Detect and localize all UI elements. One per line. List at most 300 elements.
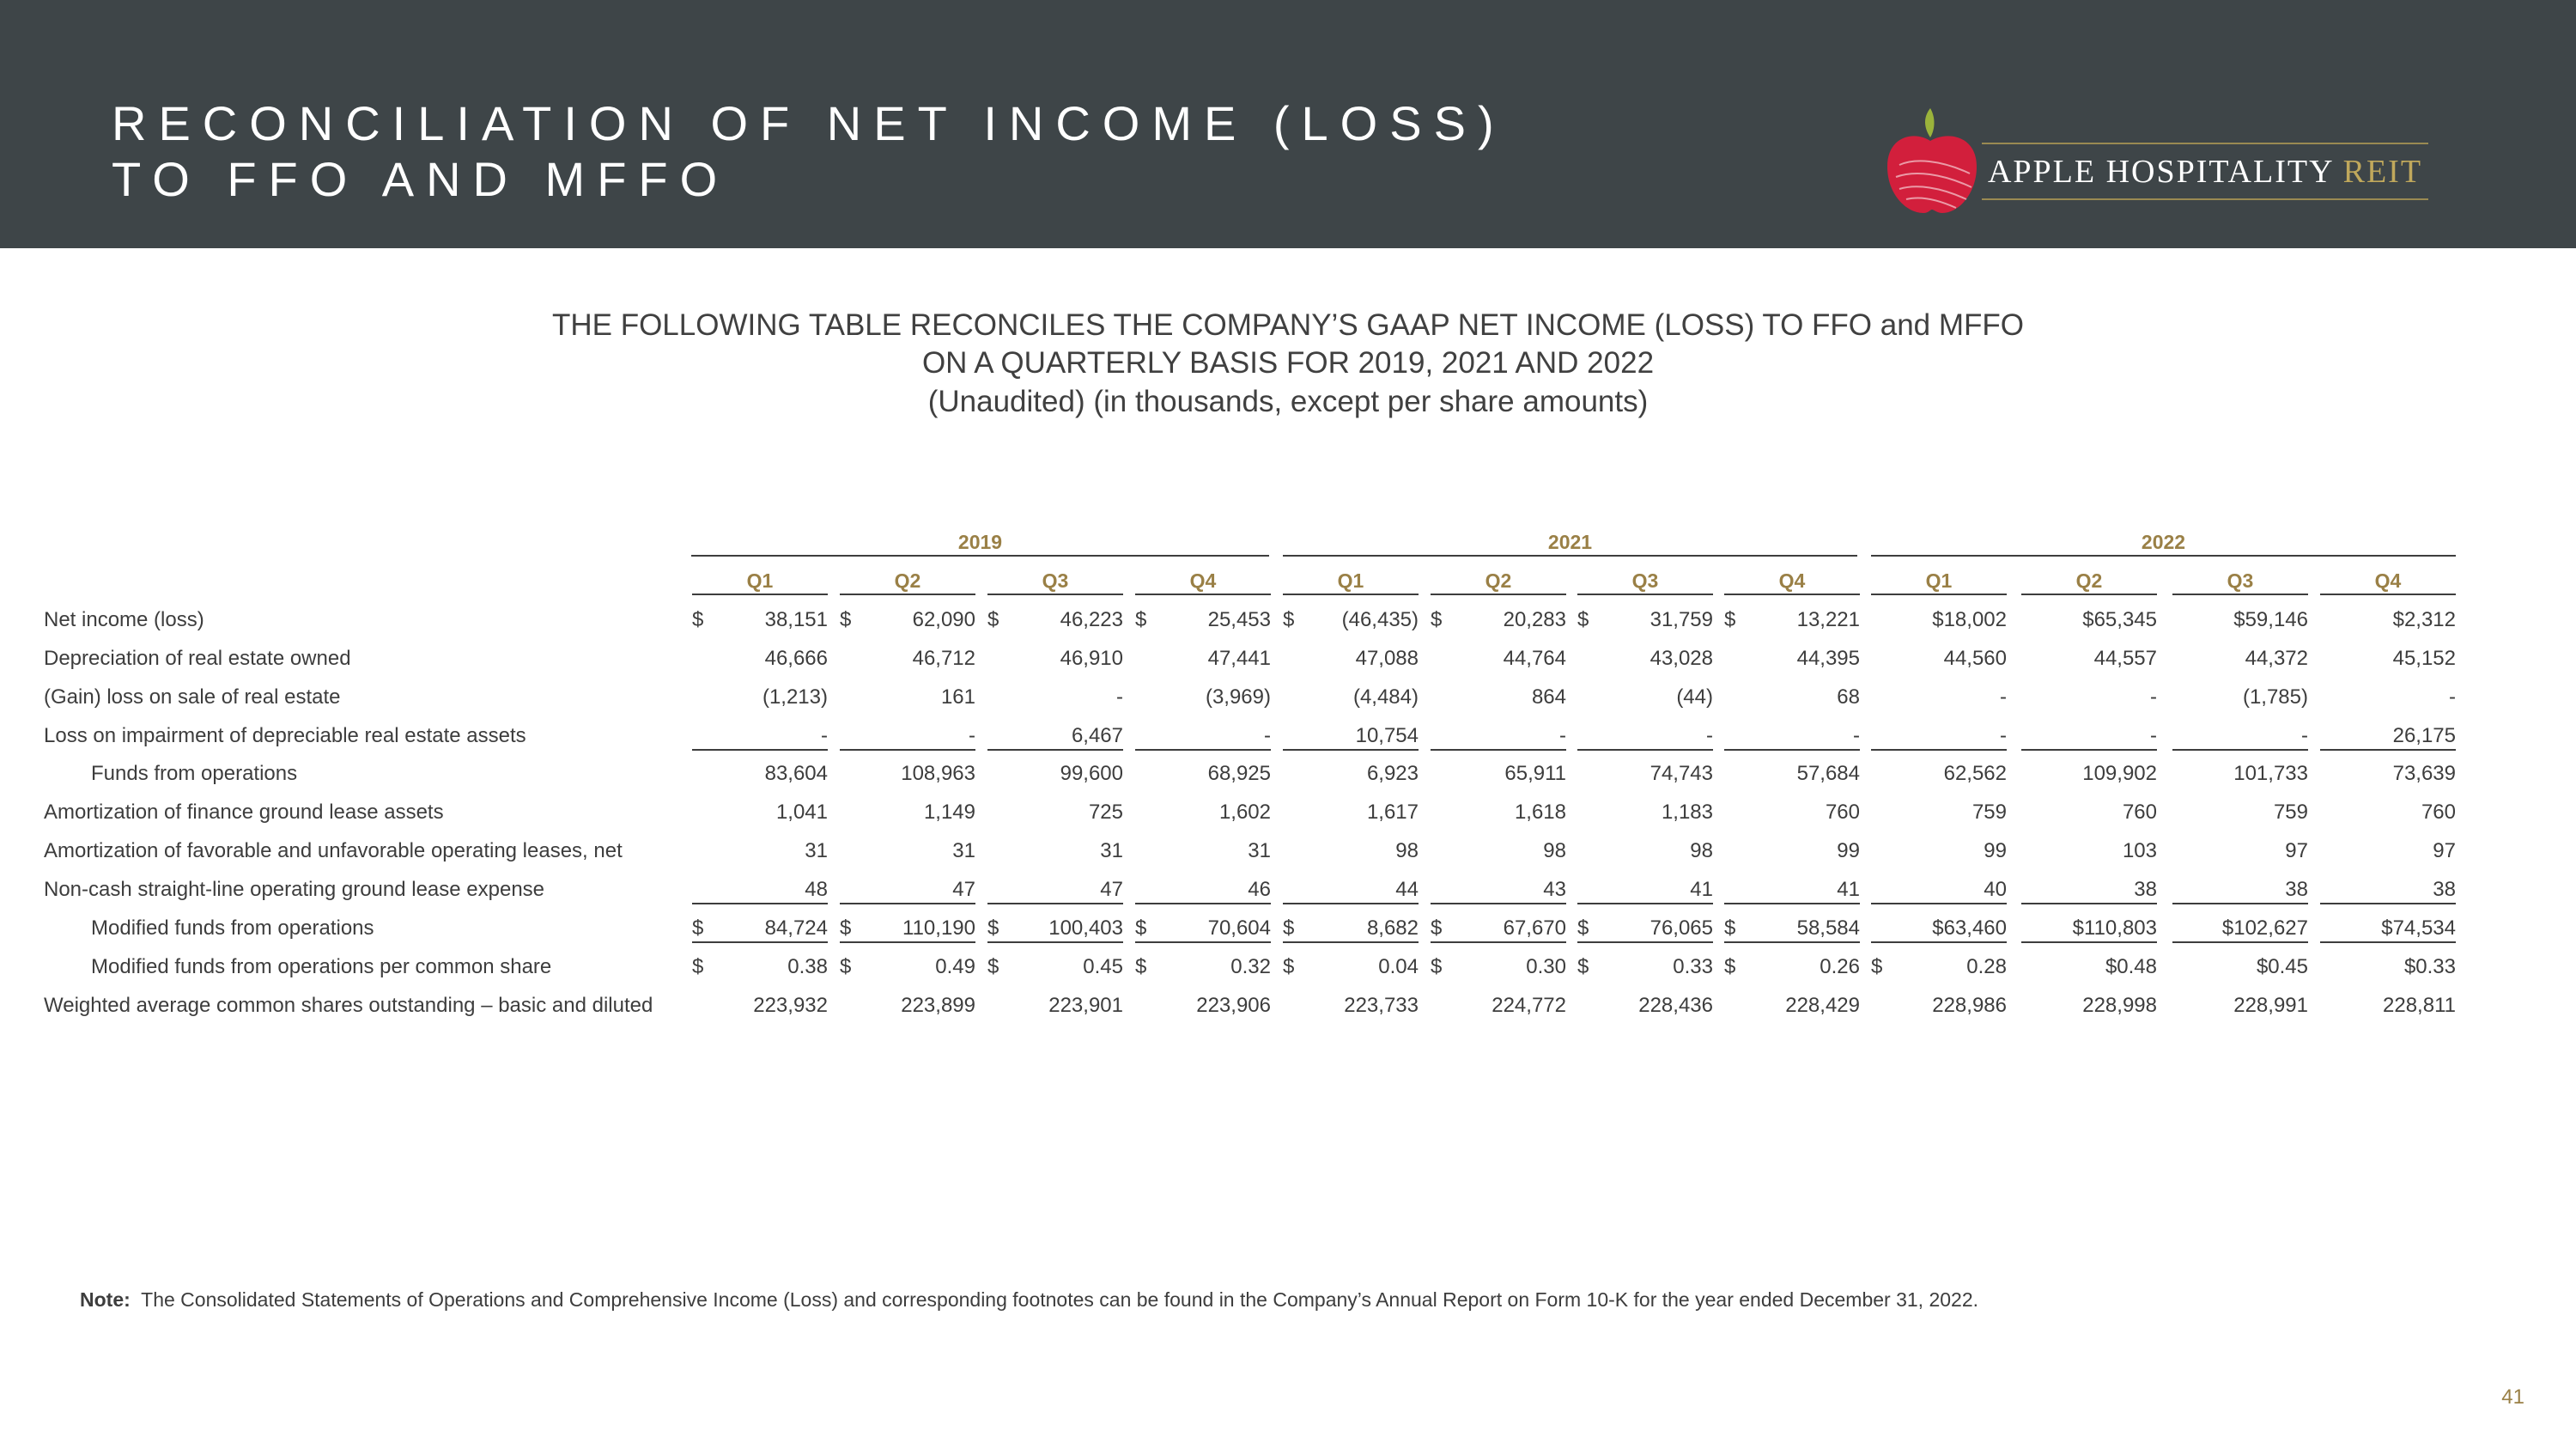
table-subtitle-line-3: (Unaudited) (in thousands, except per share amounts) <box>927 385 1649 418</box>
cell-value: 67,670 <box>1503 916 1566 940</box>
table-cell <box>1724 800 1860 825</box>
table-cell <box>2172 607 2308 633</box>
cell-value: 26,175 <box>2392 724 2456 747</box>
cell-value: - <box>2000 685 2007 709</box>
cell-value: $0.45 <box>2256 955 2308 978</box>
cell-value: 725 <box>1088 801 1123 824</box>
table-cell <box>2021 954 2157 980</box>
cell-value: 57,684 <box>1796 762 1860 785</box>
table-cell <box>1283 838 1419 864</box>
cell-value: 228,998 <box>2082 994 2157 1017</box>
cell-value: 228,436 <box>1638 994 1713 1017</box>
cell-value: 228,811 <box>2383 994 2456 1017</box>
table-cell <box>2021 761 2157 787</box>
table-cell <box>840 800 975 825</box>
table-cell <box>2021 877 2157 904</box>
cell-value: 0.30 <box>1526 955 1566 978</box>
cell-value: 99 <box>1837 839 1860 862</box>
table-cell <box>1135 993 1271 1019</box>
currency-symbol: $ <box>840 955 852 978</box>
currency-symbol: $ <box>692 608 704 631</box>
table-cell <box>1283 993 1419 1019</box>
cell-value: 38 <box>2134 878 2157 901</box>
cell-value: $2,312 <box>2392 608 2456 631</box>
cell-value: (44) <box>1676 685 1713 709</box>
cell-value: 43,028 <box>1649 647 1713 670</box>
table-cell <box>840 993 975 1019</box>
table-cell <box>1724 916 1860 943</box>
cell-value: - <box>821 724 828 747</box>
table-cell <box>1871 761 2007 787</box>
table-cell <box>2320 916 2456 943</box>
cell-value: 40 <box>1984 878 2007 901</box>
cell-value: $74,534 <box>2381 916 2456 940</box>
table-cell <box>1577 761 1713 787</box>
currency-symbol: $ <box>692 955 704 978</box>
row-label: Non-cash straight-line operating ground lease expense <box>44 878 545 901</box>
table-cell <box>2021 646 2157 672</box>
table-subtitle-line-1: THE FOLLOWING TABLE RECONCILES THE COMPANY’S GAAP NET INCOME (LOSS) TO FFO and MFFO <box>551 308 2025 342</box>
cell-value: 70,604 <box>1207 916 1271 940</box>
cell-value: - <box>2150 685 2157 709</box>
cell-value: 224,772 <box>1492 994 1566 1017</box>
cell-value: (4,484) <box>1352 685 1419 709</box>
currency-symbol: $ <box>1577 955 1589 978</box>
table-cell <box>1431 685 1566 710</box>
table-cell <box>2172 954 2308 980</box>
table-cell <box>1431 761 1566 787</box>
year-header-2019: 2019 <box>691 529 1269 557</box>
cell-value: 41 <box>1690 878 1713 901</box>
table-cell <box>692 838 828 864</box>
table-cell <box>1431 916 1566 943</box>
table-cell <box>987 685 1123 710</box>
cell-value: 83,604 <box>764 762 828 785</box>
quarter-header: Q2 <box>2021 568 2157 595</box>
table-cell <box>987 800 1123 825</box>
cell-value: 76,065 <box>1649 916 1713 940</box>
currency-symbol: $ <box>1577 916 1589 940</box>
cell-value: $0.48 <box>2105 955 2157 978</box>
table-cell <box>1724 607 1860 633</box>
cell-value: - <box>1706 724 1713 747</box>
apple-leaf-icon <box>1925 108 1935 137</box>
cell-value: 0.49 <box>935 955 975 978</box>
table-cell <box>1724 761 1860 787</box>
table-cell <box>2320 993 2456 1019</box>
table-cell <box>1135 646 1271 672</box>
cell-value: - <box>1264 724 1271 747</box>
currency-symbol: $ <box>1283 955 1295 978</box>
row-label: (Gain) loss on sale of real estate <box>44 685 341 709</box>
table-cell <box>1431 607 1566 633</box>
cell-value: - <box>1116 685 1123 709</box>
quarter-header: Q1 <box>692 568 828 595</box>
table-cell <box>987 761 1123 787</box>
table-cell <box>1135 877 1271 904</box>
table-cell <box>1724 838 1860 864</box>
cell-value: - <box>1853 724 1860 747</box>
table-cell <box>1431 800 1566 825</box>
quarter-header: Q2 <box>1431 568 1566 595</box>
quarter-header: Q1 <box>1283 568 1419 595</box>
table-cell <box>2172 800 2308 825</box>
table-cell <box>840 646 975 672</box>
footnote-text: The Consolidated Statements of Operations and Comprehensive Income (Loss) and corresponding footnotes can be found in the Company’s Annual Report on Form 10-K for the year ended December 31, 2022. <box>141 1288 1978 1311</box>
table-cell <box>1135 916 1271 943</box>
cell-value: 73,639 <box>2392 762 2456 785</box>
table-cell <box>1871 838 2007 864</box>
currency-symbol: $ <box>1135 916 1147 940</box>
cell-value: - <box>2449 685 2456 709</box>
table-cell <box>2021 685 2157 710</box>
cell-value: 0.38 <box>787 955 828 978</box>
currency-symbol: $ <box>1724 916 1736 940</box>
table-subtitle-line-2: ON A QUARTERLY BASIS FOR 2019, 2021 AND 2022 <box>921 346 1655 380</box>
cell-value: 8,682 <box>1366 916 1419 940</box>
currency-symbol: $ <box>1724 608 1736 631</box>
table-cell <box>1871 800 2007 825</box>
table-cell <box>692 685 828 710</box>
table-cell <box>2320 838 2456 864</box>
footnote <box>80 1287 1978 1312</box>
cell-value: - <box>2150 724 2157 747</box>
currency-symbol: $ <box>692 916 704 940</box>
cell-value: 48 <box>805 878 828 901</box>
currency-symbol: $ <box>1431 955 1443 978</box>
table-cell <box>1283 877 1419 904</box>
table-cell <box>1871 877 2007 904</box>
cell-value: 31 <box>952 839 975 862</box>
cell-value: 43 <box>1543 878 1566 901</box>
table-cell <box>987 723 1123 751</box>
table-cell <box>2320 607 2456 633</box>
currency-symbol: $ <box>1283 916 1295 940</box>
table-cell <box>692 877 828 904</box>
cell-value: 6,467 <box>1071 724 1123 747</box>
table-cell <box>987 607 1123 633</box>
table-cell <box>1577 838 1713 864</box>
table-cell <box>1283 916 1419 943</box>
table-cell <box>2320 646 2456 672</box>
cell-value: 97 <box>2433 839 2456 862</box>
currency-symbol: $ <box>1431 608 1443 631</box>
cell-value: 100,403 <box>1048 916 1123 940</box>
cell-value: 223,901 <box>1048 994 1123 1017</box>
table-cell <box>1724 646 1860 672</box>
table-cell <box>2172 877 2308 904</box>
cell-value: 98 <box>1690 839 1713 862</box>
table-cell <box>1724 877 1860 904</box>
table-cell <box>2021 838 2157 864</box>
year-header-2022: 2022 <box>1871 529 2456 557</box>
logo-name: APPLE HOSPITALITY <box>1987 154 2334 190</box>
table-cell <box>2320 954 2456 980</box>
quarter-header: Q3 <box>987 568 1123 595</box>
cell-value: 759 <box>2273 801 2308 824</box>
cell-value: 760 <box>2122 801 2157 824</box>
table-cell <box>1283 761 1419 787</box>
cell-value: - <box>1559 724 1566 747</box>
cell-value: 0.32 <box>1230 955 1271 978</box>
logo-wordmark <box>1982 151 2428 192</box>
cell-value: 0.26 <box>1820 955 1860 978</box>
cell-value: 47 <box>952 878 975 901</box>
cell-value: 6,923 <box>1366 762 1419 785</box>
table-cell <box>987 954 1123 980</box>
cell-value: 20,283 <box>1503 608 1566 631</box>
cell-value: 44,557 <box>2093 647 2157 670</box>
table-cell <box>987 993 1123 1019</box>
currency-symbol: $ <box>987 916 999 940</box>
row-label: Weighted average common shares outstanding – basic and diluted <box>44 994 653 1017</box>
cell-value: 13,221 <box>1796 608 1860 631</box>
table-cell <box>1577 607 1713 633</box>
table-cell <box>2172 761 2308 787</box>
cell-value: 31,759 <box>1649 608 1713 631</box>
table-cell <box>1135 723 1271 751</box>
table-cell <box>840 607 975 633</box>
row-label: Loss on impairment of depreciable real estate assets <box>44 724 526 747</box>
currency-symbol: $ <box>1431 916 1443 940</box>
company-logo <box>1880 105 2430 216</box>
cell-value: 97 <box>2285 839 2308 862</box>
table-cell <box>1577 916 1713 943</box>
cell-value: - <box>2000 724 2007 747</box>
row-label: Amortization of finance ground lease assets <box>44 801 444 824</box>
cell-value: (3,969) <box>1205 685 1271 709</box>
table-cell <box>1431 993 1566 1019</box>
table-cell <box>1283 607 1419 633</box>
table-cell <box>2172 916 2308 943</box>
cell-value: 103 <box>2122 839 2157 862</box>
table-cell <box>1283 800 1419 825</box>
table-cell <box>1871 646 2007 672</box>
cell-value: 84,724 <box>764 916 828 940</box>
cell-value: 1,149 <box>923 801 975 824</box>
table-cell <box>692 607 828 633</box>
cell-value: 228,991 <box>2233 994 2308 1017</box>
cell-value: 45,152 <box>2392 647 2456 670</box>
page-title-line-2: TO FFO AND MFFO <box>112 152 730 206</box>
cell-value: 98 <box>1395 839 1419 862</box>
table-cell <box>1431 838 1566 864</box>
table-cell <box>1871 723 2007 751</box>
table-cell <box>840 916 975 943</box>
table-cell <box>2172 838 2308 864</box>
table-cell <box>987 916 1123 943</box>
table-cell <box>2172 646 2308 672</box>
cell-value: 44 <box>1395 878 1419 901</box>
row-label: Modified funds from operations per common share <box>91 955 552 978</box>
table-cell <box>1431 723 1566 751</box>
cell-value: 31 <box>1100 839 1123 862</box>
cell-value: 74,743 <box>1649 762 1713 785</box>
table-cell <box>692 800 828 825</box>
currency-symbol: $ <box>1135 955 1147 978</box>
cell-value: 62,562 <box>1943 762 2007 785</box>
quarter-header: Q4 <box>1724 568 1860 595</box>
cell-value: 1,041 <box>775 801 828 824</box>
cell-value: 47,441 <box>1207 647 1271 670</box>
quarter-header: Q4 <box>1135 568 1271 595</box>
header-band <box>0 0 2576 248</box>
footnote-label: Note: <box>80 1288 131 1311</box>
cell-value: 223,899 <box>901 994 975 1017</box>
cell-value: $102,627 <box>2221 916 2308 940</box>
cell-value: 228,986 <box>1932 994 2007 1017</box>
table-cell <box>1135 954 1271 980</box>
cell-value: 99,600 <box>1060 762 1123 785</box>
cell-value: 46,666 <box>764 647 828 670</box>
table-cell <box>987 877 1123 904</box>
quarter-header: Q4 <box>2320 568 2456 595</box>
cell-value: (1,785) <box>2242 685 2308 709</box>
table-cell <box>987 838 1123 864</box>
cell-value: 46,910 <box>1060 647 1123 670</box>
cell-value: 760 <box>1825 801 1860 824</box>
currency-symbol: $ <box>1135 608 1147 631</box>
cell-value: 99 <box>1984 839 2007 862</box>
cell-value: 38 <box>2433 878 2456 901</box>
cell-value: 1,618 <box>1514 801 1566 824</box>
cell-value: 38 <box>2285 878 2308 901</box>
page-number: 41 <box>2501 1385 2524 1409</box>
cell-value: - <box>2301 724 2308 747</box>
table-cell <box>840 723 975 751</box>
table-cell <box>1871 954 2007 980</box>
table-cell <box>692 916 828 943</box>
quarter-header: Q2 <box>840 568 975 595</box>
cell-value: 62,090 <box>912 608 975 631</box>
table-cell <box>1871 993 2007 1019</box>
table-cell <box>1577 646 1713 672</box>
table-cell <box>1431 877 1566 904</box>
table-cell <box>840 685 975 710</box>
table-cell <box>1577 685 1713 710</box>
cell-value: 0.45 <box>1083 955 1123 978</box>
table-cell <box>692 993 828 1019</box>
year-header-2021: 2021 <box>1283 529 1857 557</box>
cell-value: 228,429 <box>1785 994 1860 1017</box>
table-cell <box>2021 607 2157 633</box>
row-label: Depreciation of real estate owned <box>44 647 351 670</box>
currency-symbol: $ <box>987 955 999 978</box>
cell-value: 46 <box>1248 878 1271 901</box>
cell-value: 223,932 <box>753 994 828 1017</box>
cell-value: $0.33 <box>2403 955 2456 978</box>
table-cell <box>1577 877 1713 904</box>
cell-value: 31 <box>1248 839 1271 862</box>
page-title-line-1: RECONCILIATION OF NET INCOME (LOSS) <box>112 96 1506 150</box>
cell-value: 31 <box>805 839 828 862</box>
table-cell <box>2021 916 2157 943</box>
row-label: Net income (loss) <box>44 608 204 631</box>
cell-value: (46,435) <box>1341 608 1419 631</box>
cell-value: $63,460 <box>1932 916 2007 940</box>
cell-value: 47,088 <box>1355 647 1419 670</box>
row-label: Funds from operations <box>91 762 298 785</box>
table-cell <box>840 761 975 787</box>
quarter-header: Q3 <box>1577 568 1713 595</box>
table-cell <box>2021 723 2157 751</box>
table-cell <box>2172 685 2308 710</box>
table-cell <box>1431 646 1566 672</box>
cell-value: (1,213) <box>762 685 828 709</box>
cell-value: 65,911 <box>1504 762 1566 785</box>
table-cell <box>2320 877 2456 904</box>
table-cell <box>692 646 828 672</box>
logo-rule-bottom <box>1982 198 2428 200</box>
currency-symbol: $ <box>1283 608 1295 631</box>
table-cell <box>1724 993 1860 1019</box>
cell-value: 161 <box>940 685 975 709</box>
table-cell <box>2021 993 2157 1019</box>
cell-value: 223,733 <box>1344 994 1419 1017</box>
cell-value: $65,345 <box>2082 608 2157 631</box>
cell-value: 44,372 <box>2245 647 2308 670</box>
cell-value: 41 <box>1837 878 1860 901</box>
table-cell <box>1724 723 1860 751</box>
table-cell <box>1577 800 1713 825</box>
cell-value: 864 <box>1531 685 1566 709</box>
cell-value: 10,754 <box>1355 724 1419 747</box>
table-cell <box>692 761 828 787</box>
table-cell <box>692 954 828 980</box>
table-cell <box>2172 723 2308 751</box>
table-cell <box>1577 723 1713 751</box>
table-cell <box>2320 761 2456 787</box>
cell-value: 68,925 <box>1207 762 1271 785</box>
cell-value: - <box>969 724 975 747</box>
currency-symbol: $ <box>1724 955 1736 978</box>
table-cell <box>1283 954 1419 980</box>
quarter-header: Q1 <box>1871 568 2007 595</box>
table-cell <box>1871 916 2007 943</box>
cell-value: 68 <box>1837 685 1860 709</box>
table-cell <box>840 877 975 904</box>
cell-value: 0.04 <box>1378 955 1419 978</box>
currency-symbol: $ <box>1871 955 1883 978</box>
logo-accent: REIT <box>2342 154 2423 190</box>
cell-value: 759 <box>1971 801 2007 824</box>
table-cell <box>840 838 975 864</box>
table-cell <box>1283 685 1419 710</box>
cell-value: $18,002 <box>1932 608 2007 631</box>
cell-value: 109,902 <box>2082 762 2157 785</box>
cell-value: 0.33 <box>1673 955 1713 978</box>
quarter-header: Q3 <box>2172 568 2308 595</box>
cell-value: 1,183 <box>1661 801 1713 824</box>
row-label: Amortization of favorable and unfavorable operating leases, net <box>44 839 623 862</box>
table-cell <box>2320 685 2456 710</box>
table-cell <box>1871 607 2007 633</box>
cell-value: $59,146 <box>2233 608 2308 631</box>
cell-value: 1,602 <box>1218 801 1271 824</box>
cell-value: 38,151 <box>764 608 828 631</box>
table-cell <box>1724 954 1860 980</box>
table-cell <box>1135 800 1271 825</box>
cell-value: 108,963 <box>901 762 975 785</box>
table-cell <box>1871 685 2007 710</box>
table-cell <box>1135 685 1271 710</box>
cell-value: 44,764 <box>1503 647 1566 670</box>
table-cell <box>1577 954 1713 980</box>
currency-symbol: $ <box>987 608 999 631</box>
cell-value: 98 <box>1543 839 1566 862</box>
table-cell <box>1135 607 1271 633</box>
table-cell <box>2172 993 2308 1019</box>
